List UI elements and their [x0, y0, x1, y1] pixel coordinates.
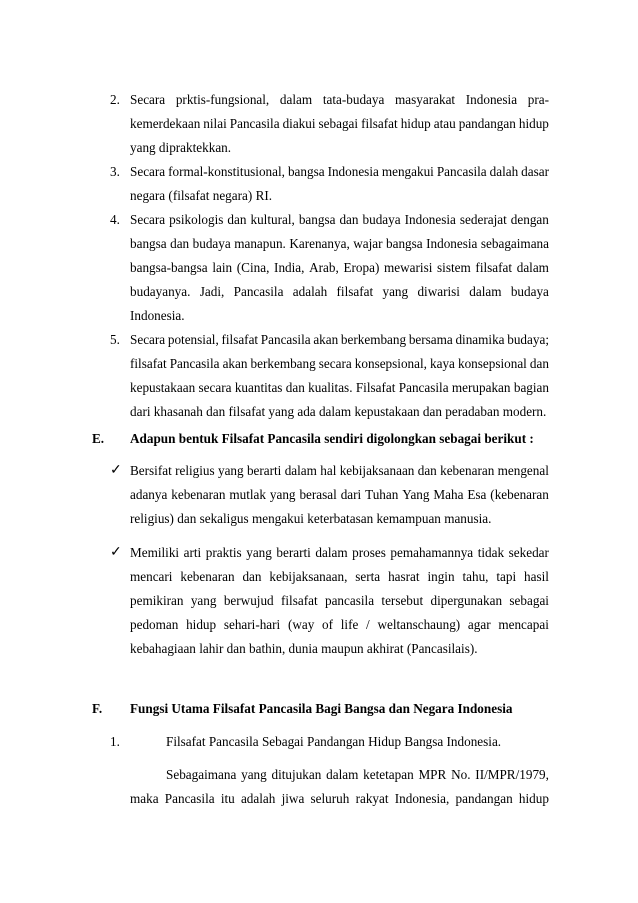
word: yang — [190, 593, 217, 608]
justified-line — [130, 593, 549, 609]
word: dengan — [510, 212, 549, 227]
word: berwujud — [223, 593, 274, 608]
word: hasil — [524, 569, 549, 584]
text-line: kebahagiaan lahir dan bathin, dunia maupun akhirat (Pancasilais). — [130, 641, 478, 656]
word: Secara — [130, 92, 166, 107]
word: Indonesia — [404, 212, 456, 227]
word: secara — [198, 380, 232, 395]
word: budaya — [510, 284, 549, 299]
word: India, — [274, 260, 305, 275]
word: dan — [170, 236, 190, 251]
word: sekedar — [508, 545, 549, 560]
justified-line — [130, 463, 549, 479]
word: No. — [451, 767, 471, 782]
word: ketetapan — [363, 767, 414, 782]
word: yang — [217, 463, 244, 478]
word: Pancasila — [164, 791, 215, 806]
word: Karenanya, — [289, 236, 350, 251]
word: dan — [285, 380, 305, 395]
word: dalam — [469, 284, 502, 299]
word: berarti — [246, 463, 282, 478]
word: dan — [529, 356, 549, 371]
word: kebijaksanaan, — [269, 569, 348, 584]
word: kebijaksanaan — [339, 463, 415, 478]
list-number: 5. — [110, 332, 120, 347]
word: Jadi, — [199, 284, 225, 299]
word: Memiliki — [130, 545, 180, 560]
word: Bersifat — [130, 463, 172, 478]
word: merupakan — [451, 380, 511, 395]
word: of — [322, 617, 334, 632]
word: II/MPR/1979, — [475, 767, 549, 782]
word: sebagaimana — [480, 236, 549, 251]
justified-line — [130, 164, 549, 180]
word: Filsafat — [355, 380, 396, 395]
text-line: dari khasanah dan filsafat yang ada dalam kepustakaan dan peradaban modern. — [130, 404, 547, 419]
word: Secara — [130, 332, 166, 347]
word: religius — [175, 463, 215, 478]
word: akan — [313, 332, 339, 347]
word: filsafat — [361, 116, 398, 131]
word: filsafat — [281, 593, 318, 608]
word: dan — [339, 212, 359, 227]
word: kuantitas — [234, 380, 283, 395]
word: berarti — [276, 545, 311, 560]
word: dipergunakan — [430, 593, 503, 608]
word: prktis-fungsional, — [175, 92, 270, 107]
list-number: 3. — [110, 164, 120, 179]
word: tata-budaya — [322, 92, 385, 107]
justified-line — [130, 212, 549, 228]
word: kualitas. — [308, 380, 353, 395]
section-letter: E. — [92, 431, 105, 446]
word: konsepsional — [457, 356, 527, 371]
word: maka — [130, 791, 159, 806]
word: Tuhan — [365, 487, 399, 502]
word: yang — [269, 487, 296, 502]
word: dinamika — [455, 332, 505, 347]
word: filsafat — [475, 260, 513, 275]
word: nilai — [203, 116, 227, 131]
word: mencari — [130, 569, 173, 584]
word: pandangan — [458, 116, 516, 131]
word: sehari-hari — [223, 617, 281, 632]
word: bangsa — [287, 164, 325, 179]
word: adalah — [240, 791, 276, 806]
word: yang — [246, 545, 272, 560]
word: Sebagaimana — [166, 767, 237, 782]
word: Pancasila — [260, 332, 311, 347]
word: dalam — [315, 545, 348, 560]
word: Secara — [130, 164, 166, 179]
word: atau — [433, 116, 456, 131]
word: filsafat — [221, 332, 259, 347]
word: dalam — [284, 463, 317, 478]
word: wajar — [353, 236, 383, 251]
word: weltanschaung) — [377, 617, 461, 632]
word: bagian — [513, 380, 549, 395]
word: mutlak — [229, 487, 266, 502]
justified-line — [130, 332, 549, 348]
word: tidak — [477, 545, 505, 560]
word: sebagai — [318, 116, 359, 131]
word: masyarakat — [395, 92, 456, 107]
word: Yang — [402, 487, 430, 502]
subsection-title: Filsafat Pancasila Sebagai Pandangan Hidup Bangsa Indonesia. — [166, 734, 502, 749]
word: arti — [183, 545, 202, 560]
word: hidup — [518, 116, 549, 131]
word: proses — [352, 545, 386, 560]
word: Pancasila — [169, 356, 220, 371]
word: (kebenaran — [490, 487, 549, 502]
word: hasrat — [388, 569, 420, 584]
word: ingin — [427, 569, 455, 584]
word: dan — [417, 463, 437, 478]
word: pemahamannya — [390, 545, 474, 560]
word: berkembang — [250, 356, 316, 371]
word: tahu, — [462, 569, 489, 584]
word: Eropa) — [343, 260, 380, 275]
justified-line — [130, 284, 549, 300]
word: mewarisi — [384, 260, 433, 275]
word: Secara — [130, 212, 166, 227]
word: budayanya. — [130, 284, 191, 299]
word: berkembang — [340, 332, 407, 347]
word: itu — [220, 791, 235, 806]
text-line: yang dipraktekkan. — [130, 140, 232, 155]
word: yang — [241, 767, 267, 782]
word: tersebut — [381, 593, 424, 608]
word: seluruh — [310, 791, 350, 806]
word: dalam — [326, 767, 359, 782]
word: bangsa-bangsa — [130, 260, 208, 275]
word: Pancasila — [398, 380, 449, 395]
word: mencapai — [498, 617, 549, 632]
word: kepustakaan — [130, 380, 196, 395]
word: adalah — [292, 284, 328, 299]
word: dalam — [279, 92, 313, 107]
word: Pancasila — [229, 116, 280, 131]
justified-line — [130, 487, 549, 503]
justified-line — [130, 569, 549, 585]
word: Indonesia — [426, 236, 478, 251]
word: Indonesia — [465, 92, 518, 107]
word: berasal — [299, 487, 337, 502]
word: sederajat — [459, 212, 507, 227]
word: ditujukan — [271, 767, 322, 782]
word: dan — [227, 212, 247, 227]
word: hidup — [518, 791, 549, 806]
check-icon: ✓ — [110, 545, 122, 560]
word: pedoman — [130, 617, 179, 632]
word: budaya; — [507, 332, 549, 347]
section-heading: Fungsi Utama Filsafat Pancasila Bagi Bangsa dan Negara Indonesia — [130, 701, 513, 716]
word: mengakui — [381, 164, 434, 179]
list-number: 4. — [110, 212, 120, 227]
word: kebenaran — [180, 569, 235, 584]
text-line: Indonesia. — [130, 308, 185, 323]
list-number: 1. — [110, 734, 120, 749]
word: rakyat — [355, 791, 389, 806]
word: tapi — [496, 569, 517, 584]
justified-line — [166, 767, 549, 783]
word: Pancasila — [233, 284, 284, 299]
justified-line — [130, 92, 549, 108]
justified-line — [130, 380, 549, 396]
word: diakui — [282, 116, 316, 131]
word: kebenaran — [171, 487, 226, 502]
word: akan — [222, 356, 248, 371]
word: konsepsional, — [354, 356, 427, 371]
word: pra- — [527, 92, 549, 107]
word: dari — [340, 487, 362, 502]
word: hidup — [400, 116, 431, 131]
word: (way — [287, 617, 315, 632]
text-line: negara (filsafat negara) RI. — [130, 188, 273, 203]
word: Arab, — [309, 260, 339, 275]
section-letter: F. — [92, 701, 103, 716]
word: sebagai — [509, 593, 549, 608]
word: Pancasila — [436, 164, 487, 179]
word: kaya — [430, 356, 455, 371]
word: life — [340, 617, 359, 632]
justified-line — [130, 260, 549, 276]
justified-line — [130, 116, 549, 132]
word: dalam — [516, 260, 549, 275]
word: bangsa — [386, 236, 423, 251]
word: MPR — [418, 767, 447, 782]
word: kebenaran — [440, 463, 495, 478]
word: kemerdekaan — [130, 116, 201, 131]
word: serta — [355, 569, 381, 584]
word: manapun. — [234, 236, 286, 251]
word: pancasila — [324, 593, 375, 608]
list-number: 2. — [110, 92, 120, 107]
word: adanya — [130, 487, 168, 502]
section-heading: Adapun bentuk Filsafat Pancasila sendiri digolongkan sebagai berikut : — [130, 431, 534, 446]
word: pandangan — [455, 791, 513, 806]
check-icon: ✓ — [110, 463, 122, 478]
word: pemikiran — [130, 593, 184, 608]
word: secara — [318, 356, 352, 371]
word: Maha — [433, 487, 464, 502]
justified-line — [130, 791, 549, 807]
word: (Cina, — [236, 260, 270, 275]
word: kultural, — [250, 212, 295, 227]
word: mengenal — [497, 463, 549, 478]
justified-line — [130, 545, 549, 561]
word: sistem — [437, 260, 471, 275]
word: / — [366, 617, 370, 632]
word: formal-konstitusional, — [168, 164, 285, 179]
word: agar — [467, 617, 491, 632]
word: budaya — [362, 212, 401, 227]
word: budaya — [192, 236, 231, 251]
word: dasar — [521, 164, 549, 179]
word: psikologis — [169, 212, 224, 227]
word: filsafat — [336, 284, 374, 299]
justified-line — [130, 617, 549, 633]
word: potensial, — [167, 332, 219, 347]
word: Indonesia, — [394, 791, 450, 806]
word: yang — [382, 284, 409, 299]
word: bangsa — [130, 236, 167, 251]
word: lain — [212, 260, 233, 275]
word: hidup — [186, 617, 217, 632]
word: bersama — [408, 332, 453, 347]
word: filsafat — [130, 356, 167, 371]
justified-line — [130, 236, 549, 252]
word: praktis — [205, 545, 242, 560]
justified-line — [130, 356, 549, 372]
word: Indonesia — [327, 164, 379, 179]
word: dalah — [489, 164, 519, 179]
text-line: religius) dan sekaligus mengakui keterbatasan kemampuan manusia. — [130, 511, 492, 526]
word: bangsa — [298, 212, 336, 227]
word: diwarisi — [417, 284, 460, 299]
word: hal — [320, 463, 337, 478]
word: dan — [242, 569, 262, 584]
word: jiwa — [281, 791, 305, 806]
word: Esa — [467, 487, 487, 502]
